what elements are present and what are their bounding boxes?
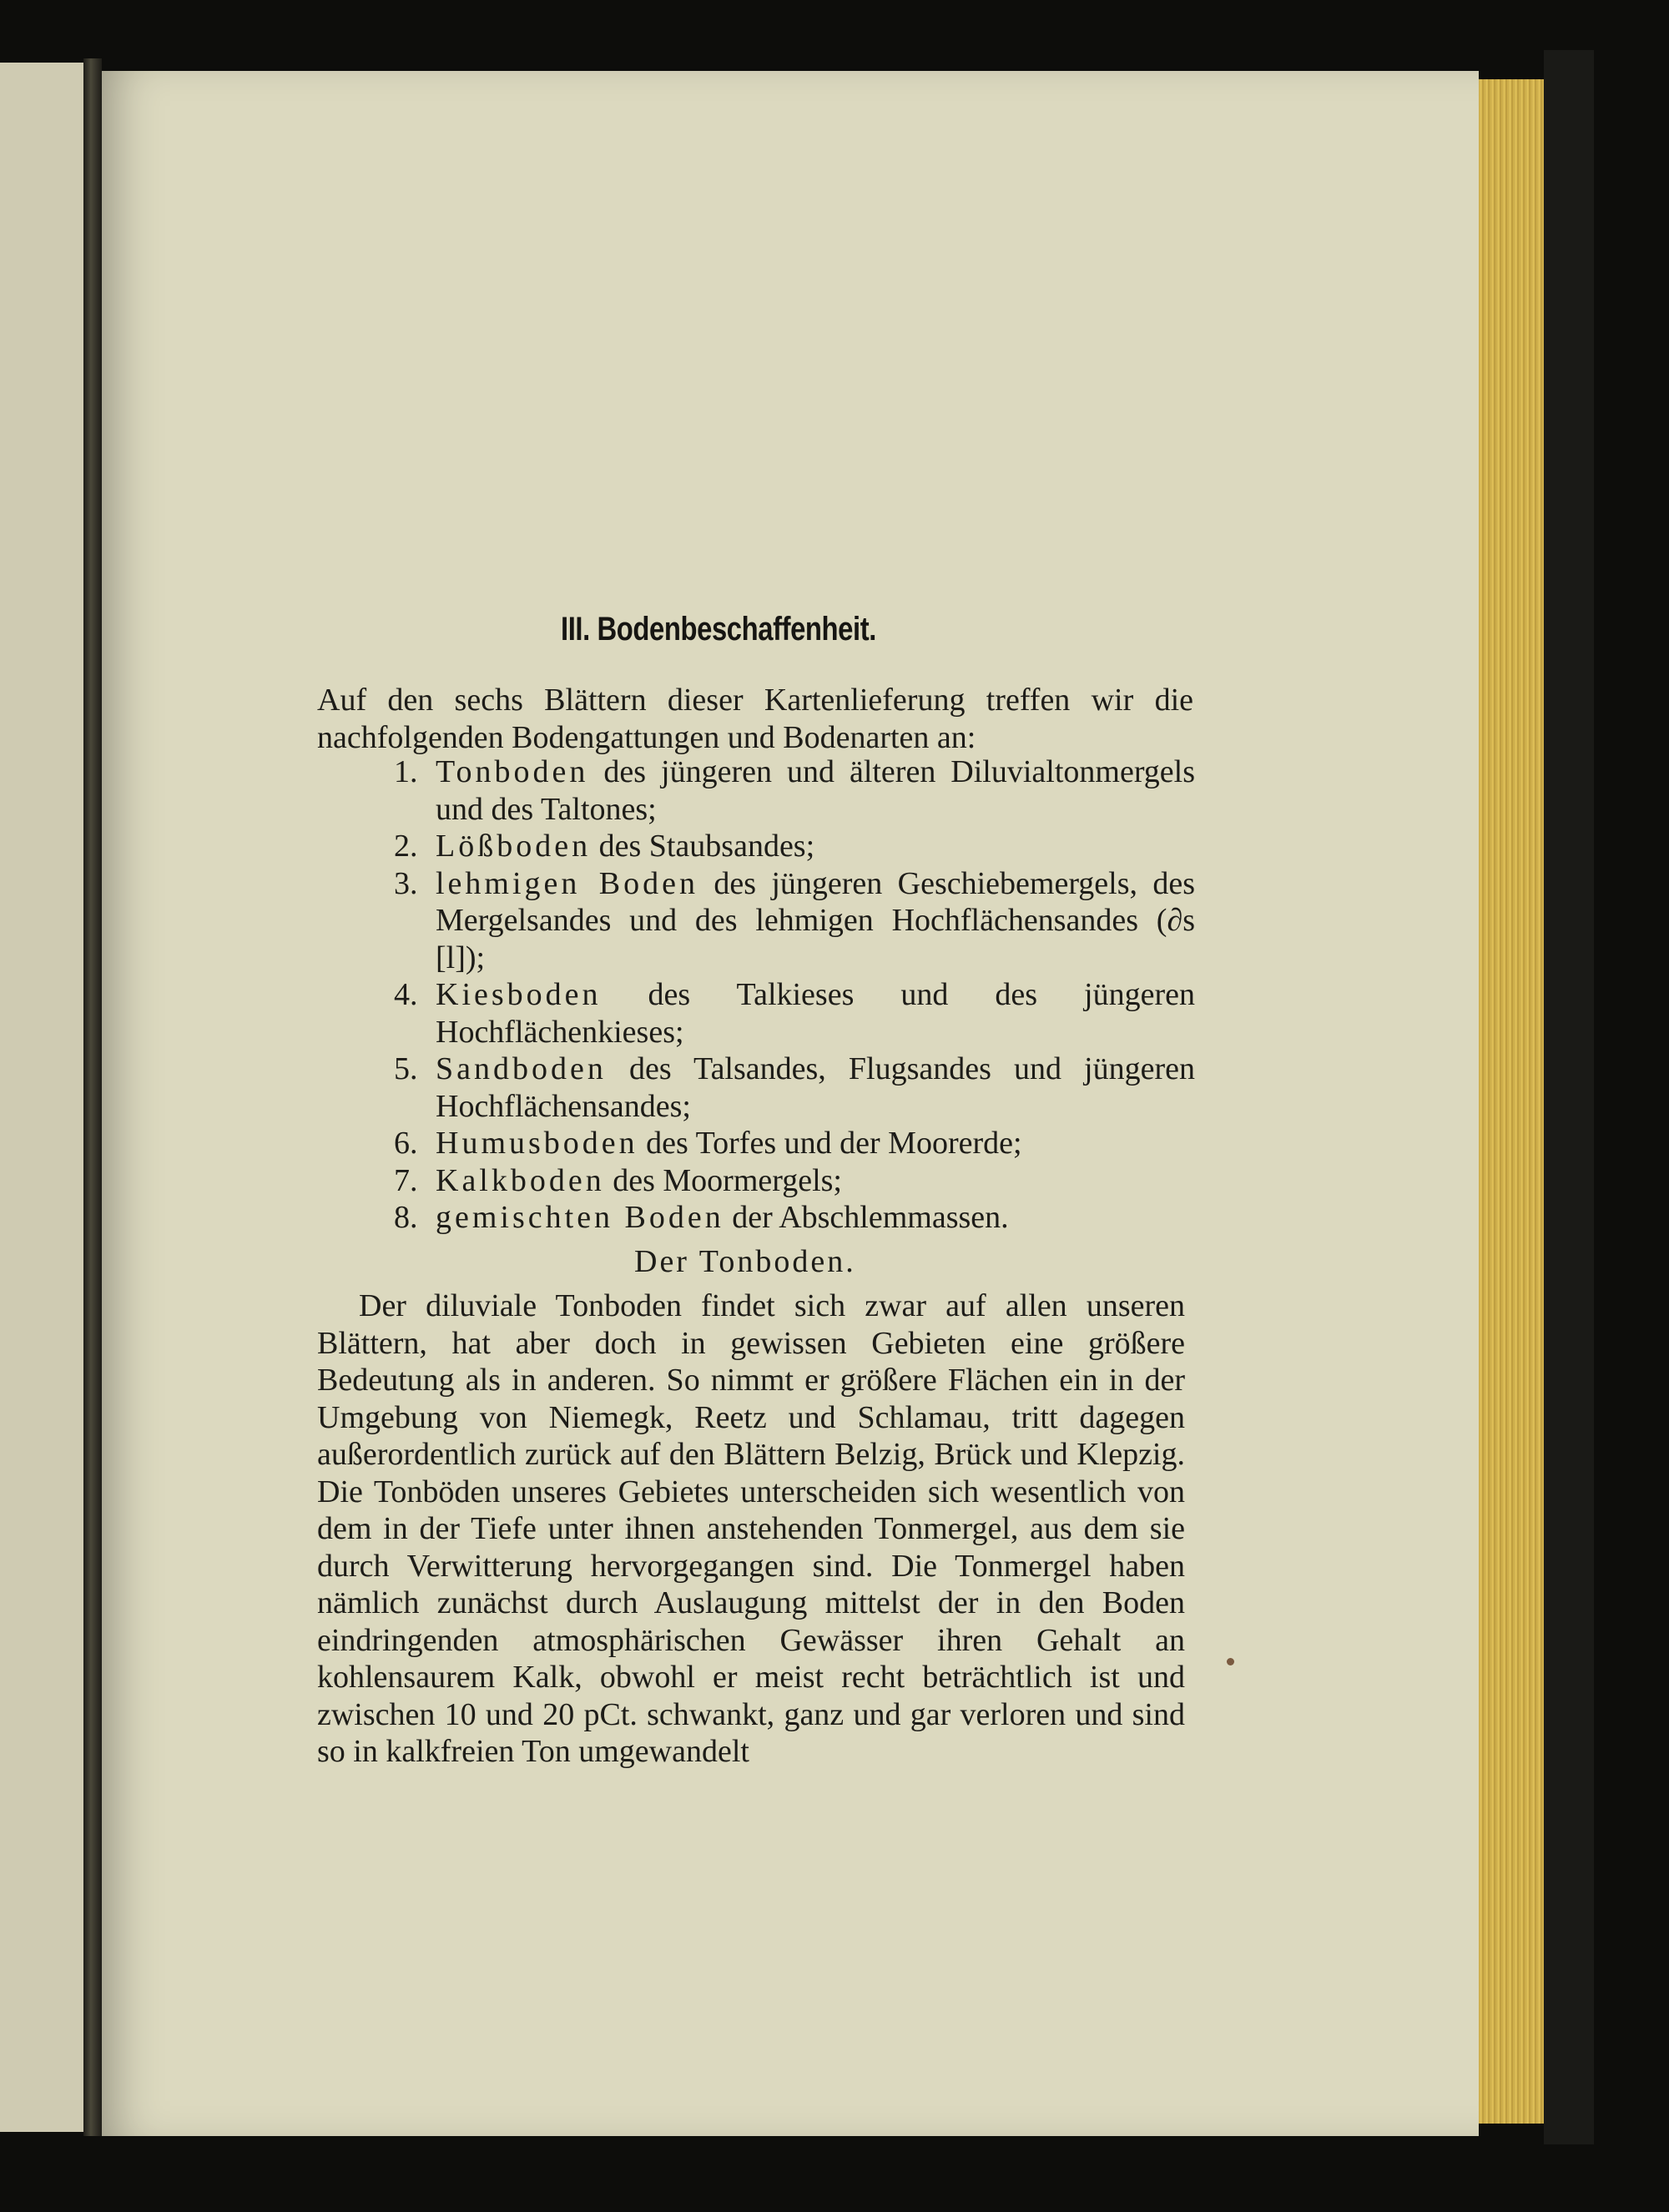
list-item (310, 753, 1195, 828)
soil-types-list (310, 753, 1195, 1237)
list-item (310, 1162, 1195, 1200)
list-term: gemischten Boden (436, 1200, 724, 1235)
left-page-edge (0, 63, 83, 2132)
list-number: 5. (394, 1051, 418, 1086)
list-term: Kiesboden (436, 977, 602, 1012)
list-item (310, 1125, 1195, 1162)
list-term: lehmigen Boden (436, 865, 698, 901)
book-cover (1544, 50, 1594, 2144)
list-number: 2. (394, 829, 418, 864)
list-text: des Talkieses und des jüngeren Hochflächenkieses; (436, 977, 1195, 1050)
list-text: des Staubsandes; (591, 829, 815, 864)
body-paragraph: Der diluviale Tonboden findet sich zwar auf allen unseren Blättern, hat aber doch in gewissen Gebieten eine größere Bedeutung als in anderen. So nimmt er größere Flächen ein in der Umgebung von Niemegk, Reetz und Schlamau, tritt dagegen außerordentlich zurück auf den Blättern Belzig, Brück und Klepzig. Die Tonböden unseres Gebietes unterscheiden sich wesentlich von dem in der Tiefe unter ihnen anstehenden Tonmergel, aus dem sie durch Verwitterung hervorgegangen sind. Die Tonmergel haben nämlich zunächst durch Auslaugung mittelst der in den Boden eindringenden atmosphärischen Gewässer ihren Gehalt an kohlensaurem Kalk, obwohl er meist recht beträchtlich ist und zwischen 10 und 20 pCt. schwankt, ganz und gar verloren und sind so in kalkfreien Ton umgewandelt (317, 1288, 1185, 1769)
list-number: 3. (394, 865, 418, 901)
page-edges (1479, 79, 1544, 2124)
intro-paragraph: Auf den sechs Blättern dieser Kartenlieferung treffen wir die nachfolgenden Bodengattungen und Bodenarten an: (317, 683, 1193, 755)
list-number: 7. (394, 1162, 418, 1198)
list-number: 1. (394, 754, 418, 789)
list-item (310, 976, 1195, 1051)
list-number: 4. (394, 977, 418, 1012)
list-text: des Talsandes, Flugsandes und jüngeren Hochflächensandes; (436, 1051, 1195, 1124)
list-text: der Abschlemmassen. (724, 1200, 1009, 1235)
list-text: des jüngeren und älteren Diluvialtonmergels und des Taltones; (436, 754, 1195, 827)
list-item (310, 1051, 1195, 1125)
list-term: Humusboden (436, 1126, 638, 1161)
book-gutter (83, 58, 102, 2136)
list-number: 6. (394, 1126, 418, 1161)
list-item (310, 1199, 1195, 1237)
list-term: Kalkboden (436, 1162, 605, 1198)
list-number: 8. (394, 1200, 418, 1235)
list-text: des jüngeren Geschiebemergels, des Mergelsandes und des lehmigen Hochflächensandes (∂s [l]); (436, 865, 1196, 975)
list-text: des Torfes und der Moorerde; (638, 1126, 1022, 1161)
list-term: Sandboden (436, 1051, 607, 1086)
list-text: des Moormergels; (604, 1162, 842, 1198)
list-term: Lößboden (436, 829, 592, 864)
list-term: Tonboden (436, 754, 589, 789)
section-heading: III. Bodenbeschaffenheit. (561, 611, 876, 647)
body-text (317, 1287, 1185, 1771)
list-item (310, 865, 1195, 977)
print-speck (1227, 1658, 1234, 1665)
subsection-heading: Der Tonboden. (634, 1244, 856, 1279)
list-item (310, 828, 1195, 865)
